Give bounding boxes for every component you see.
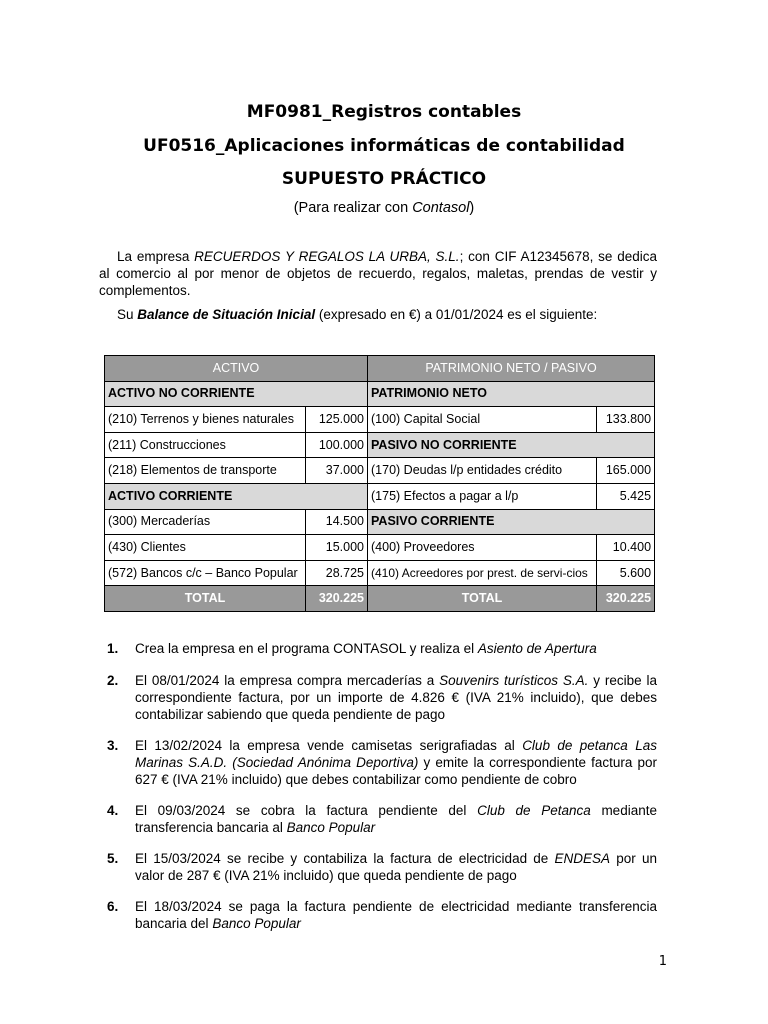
page-number: 1	[658, 954, 667, 969]
balance-intro-paragraph: Su Balance de Situación Inicial (expresado en €) a 01/01/2024 es el siguiente:	[117, 307, 598, 322]
account-value: 5.600	[597, 560, 655, 586]
section-current-liabilities: PASIVO CORRIENTE	[368, 509, 655, 535]
total-label: TOTAL	[368, 586, 597, 612]
task-list	[99, 640, 657, 932]
account-label: (300) Mercaderías	[105, 509, 306, 535]
account-label: (210) Terrenos y bienes naturales	[105, 407, 306, 433]
account-value: 10.400	[597, 535, 655, 561]
table-row	[105, 535, 655, 561]
table-row	[105, 356, 655, 382]
total-assets-value: 320.225	[306, 586, 368, 612]
table-row	[105, 381, 655, 407]
account-label: (430) Clientes	[105, 535, 306, 561]
intro-paragraph: La empresa RECUERDOS Y REGALOS LA URBA, S.L.; con CIF A12345678, se dedica al comercio al por menor de objetos de recuerdo, regalos, maletas, prendas de vestir y complementos.	[99, 249, 657, 298]
list-item: 2. El 08/01/2024 la empresa compra mercaderías a Souvenirs turísticos S.A. y recibe la correspondiente factura, por un importe de 4.826 € (IVA 21% incluido), que debes contabilizar sabiendo que queda pendiente de pago	[107, 673, 657, 722]
account-value: 37.000	[306, 458, 368, 484]
account-value: 28.725	[306, 560, 368, 586]
account-value: 100.000	[306, 432, 368, 458]
account-label: (175) Efectos a pagar a l/p	[368, 483, 597, 509]
table-row	[105, 432, 655, 458]
account-label: (211) Construcciones	[105, 432, 306, 458]
table-row	[105, 586, 655, 612]
balance-sheet-table	[104, 355, 655, 612]
account-value: 165.000	[597, 458, 655, 484]
list-item: 4. El 09/03/2024 se cobra la factura pendiente del Club de Petanca mediante transferencia bancaria al Banco Popular	[107, 803, 657, 835]
account-label: (100) Capital Social	[368, 407, 597, 433]
section-non-current-assets: ACTIVO NO CORRIENTE	[105, 381, 368, 407]
document-title: SUPUESTO PRÁCTICO	[281, 169, 487, 189]
module-title: MF0981_Registros contables	[246, 102, 522, 122]
account-value: 125.000	[306, 407, 368, 433]
account-label: (572) Bancos c/c – Banco Popular	[105, 560, 306, 586]
table-row	[105, 407, 655, 433]
list-item: 6. El 18/03/2024 se paga la factura pendiente de electricidad mediante transferencia bancaria del Banco Popular	[107, 899, 657, 931]
section-non-current-liabilities: PASIVO NO CORRIENTE	[368, 432, 655, 458]
total-label: TOTAL	[105, 586, 306, 612]
section-equity: PATRIMONIO NETO	[368, 381, 655, 407]
assets-header: ACTIVO	[105, 356, 368, 382]
account-value: 133.800	[597, 407, 655, 433]
section-current-assets: ACTIVO CORRIENTE	[105, 483, 368, 509]
company-name: RECUERDOS Y REGALOS LA URBA, S.L.	[194, 249, 460, 264]
account-value: 15.000	[306, 535, 368, 561]
list-item: 5. El 15/03/2024 se recibe y contabiliza la factura de electricidad de ENDESA por un valor de 287 € (IVA 21% incluido) que queda pendiente de pago	[107, 851, 657, 883]
list-item: 3. El 13/02/2024 la empresa vende camisetas serigrafiadas al Club de petanca Las Marinas S.A.D. (Sociedad Anónima Deportiva) y emite la correspondiente factura por 627 € (IVA 21% incluido) que debes contabilizar como pendiente de cobro	[107, 738, 657, 787]
table-row	[105, 483, 655, 509]
table-row	[105, 560, 655, 586]
subtitle: (Para realizar con Contasol)	[293, 200, 475, 216]
list-item: 1. Crea la empresa en el programa CONTASOL y realiza el Asiento de Apertura	[107, 641, 597, 656]
account-value: 14.500	[306, 509, 368, 535]
table-row	[105, 509, 655, 535]
total-liabilities-value: 320.225	[597, 586, 655, 612]
account-label: (400) Proveedores	[368, 535, 597, 561]
account-label: (410) Acreedores por prest. de servi-cios	[368, 560, 597, 586]
unit-title: UF0516_Aplicaciones informáticas de contabilidad	[143, 136, 625, 156]
account-label: (218) Elementos de transporte	[105, 458, 306, 484]
table-row	[105, 458, 655, 484]
liabilities-header: PATRIMONIO NETO / PASIVO	[368, 356, 655, 382]
account-value: 5.425	[597, 483, 655, 509]
account-label: (170) Deudas l/p entidades crédito	[368, 458, 597, 484]
